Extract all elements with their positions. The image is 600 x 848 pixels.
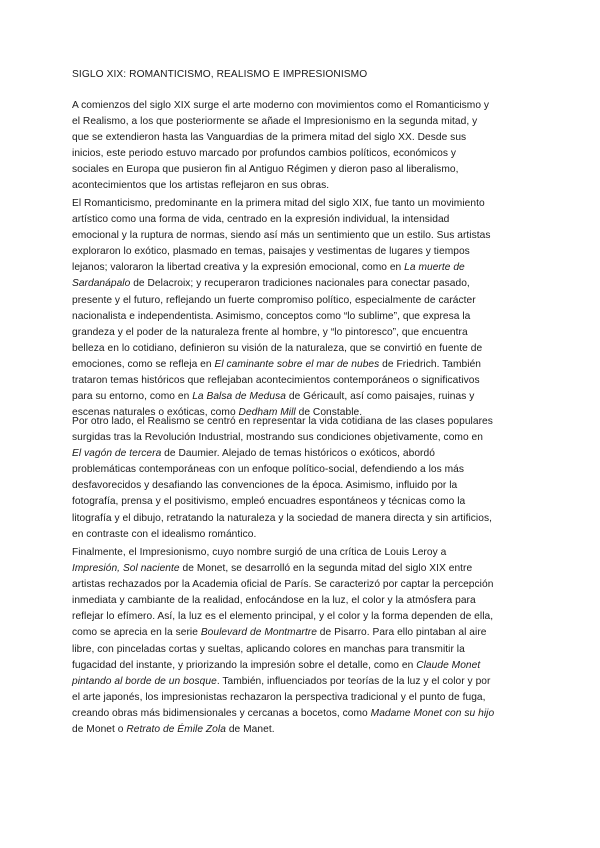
text-line: [72, 593, 544, 609]
paragraph-intro: [72, 98, 544, 195]
text-run: reflejar lo efímero. Así, la luz es el elemento principal, y el color y la forma dependen de ella,: [72, 611, 494, 623]
text-line: [72, 178, 544, 194]
text-line: [72, 244, 544, 260]
text-line: [72, 389, 544, 405]
text-line: [72, 577, 544, 593]
text-run: inmediata y cambiante de la realidad, enfocándose en la luz, el color y la atmósfera para: [72, 595, 476, 607]
text-line: [72, 228, 544, 244]
artwork-title: Dedham Mill: [238, 407, 296, 419]
text-run: . También, influenciados por teorías de la luz y el color y por: [216, 675, 491, 687]
text-line: [72, 527, 544, 543]
paragraph-romanticismo: [72, 196, 544, 421]
text-run: artístico como una forma de vida, centrado en la expresión individual, la intensidad: [72, 214, 450, 226]
text-run: inicios, este periodo estuvo marcado por profundos cambios políticos, económicos y: [72, 148, 457, 160]
text-line: [72, 162, 544, 178]
text-line: [72, 130, 544, 146]
text-line: [72, 341, 544, 357]
paragraph-realismo: [72, 414, 544, 543]
text-run: de Friedrich. También: [379, 358, 481, 370]
text-run: de Pisarro. Para ello pintaban al aire: [316, 627, 487, 639]
text-line: [72, 511, 544, 527]
text-run: El Romanticismo, predominante en la primera mitad del siglo XIX, fue tanto un movimiento: [72, 198, 485, 209]
text-line: [72, 609, 544, 625]
text-run: de Monet o: [72, 724, 127, 736]
text-line: [72, 146, 544, 162]
text-run: de Monet, se desarrolló en la segunda mitad del siglo XIX entre: [179, 563, 473, 575]
text-run: surgidas tras la Revolución Industrial, mostrando sus condiciones objetivamente, como en: [72, 432, 483, 444]
text-run: fugacidad del instante, y priorizando la impresión sobre el detalle, como en: [72, 659, 417, 671]
artwork-title: Sardanápalo: [72, 278, 131, 290]
text-run: emociones, como se refleja en: [72, 358, 215, 370]
text-run: escenas naturales o exóticas, como: [72, 407, 239, 419]
text-line: [72, 196, 544, 212]
document-title: SIGLO XIX: ROMANTICISMO, REALISMO E IMPRESIONISMO: [72, 69, 368, 80]
text-run: A comienzos del siglo XIX surge el arte moderno con movimientos como el Romanticismo y: [72, 100, 490, 111]
text-line: [72, 414, 544, 430]
artwork-title: La Balsa de Medusa: [192, 391, 286, 403]
text-run: trataron temas históricos que reflejaban acontecimientos contemporáneos o significativos: [72, 375, 480, 387]
text-line: [72, 98, 544, 114]
text-run: belleza en lo cotidiano, definieron su visión de la naturaleza, que se convirtió en fuente de: [72, 342, 483, 354]
text-line: [72, 478, 544, 494]
text-run: desfavorecidos y desafiando las convenciones de la época. Asimismo, influido por la: [72, 480, 458, 492]
text-line: [72, 545, 544, 561]
text-run: de Manet.: [225, 724, 275, 736]
text-run: grandeza y el poder de la naturaleza frente al hombre, y “lo pintoresco”, que encuentra: [72, 326, 468, 338]
text-line: [72, 561, 544, 577]
text-line: [72, 309, 544, 325]
text-run: exploraron lo exótico, plasmado en temas, paisajes y vestimentas de lugares y tiempos: [72, 246, 470, 258]
artwork-title: Madame Monet con su hijo: [370, 707, 495, 719]
text-run: emocional y la ruptura de normas, siendo así más un sentimiento que un estilo. Sus artistas: [72, 230, 491, 242]
artwork-title: Impresión, Sol naciente: [72, 563, 180, 575]
text-line: [72, 357, 544, 373]
artwork-title: Retrato de Émile Zola: [126, 724, 226, 736]
text-run: fotografía, prensa y el positivismo, empleó encuadres espontáneos y técnicas como la: [72, 496, 466, 508]
text-run: de Daumier. Alejado de temas históricos o exóticos, abordó: [161, 448, 435, 460]
text-run: litografía y el dibujo, retratando la naturaleza y la sociedad de manera directa y sin artificios,: [72, 512, 492, 524]
text-line: [72, 276, 544, 292]
text-run: artistas rechazados por la Academia oficial de París. Se caracterizó por captar la percepción: [72, 579, 494, 591]
text-line: [72, 114, 544, 130]
artwork-title: El vagón de tercera: [72, 448, 162, 460]
text-run: el arte japonés, los impresionistas rechazaron la perspectiva tradicional y el punto de fuga,: [72, 691, 486, 703]
text-run: creando obras más bidimensionales y cercanas a bocetos, como: [72, 707, 371, 719]
text-line: [72, 642, 544, 658]
text-run: de Delacroix; y recuperaron tradiciones nacionales para conectar pasado,: [130, 278, 470, 290]
artwork-title: Claude Monet: [416, 659, 481, 671]
text-line: [72, 706, 544, 722]
text-run: nacionalista e independentista. Asimismo, conceptos como “lo sublime”, que expresa la: [72, 310, 471, 322]
text-line: [72, 658, 544, 674]
text-run: lejanos; valoraron la libertad creativa y la expresión emocional, como en: [72, 262, 405, 274]
text-run: de Géricault, así como paisajes, ruinas y: [285, 391, 475, 403]
text-line: [72, 430, 544, 446]
text-run: sociales en Europa que pusieron fin al Antiguo Régimen y dieron paso al liberalismo,: [72, 164, 459, 176]
text-run: de Constable.: [295, 407, 363, 419]
text-line: [72, 293, 544, 309]
text-run: acontecimientos que los artistas reflejaron en sus obras.: [72, 180, 330, 192]
text-run: como se aprecia en la serie: [72, 627, 201, 639]
text-line: [72, 373, 544, 389]
text-run: Por otro lado, el Realismo se centró en representar la vida cotidiana de las clases populares: [72, 416, 493, 427]
artwork-title: Boulevard de Montmartre: [200, 627, 317, 639]
text-line: [72, 625, 544, 641]
text-line: [72, 674, 544, 690]
text-line: [72, 722, 544, 738]
text-run: Finalmente, el Impresionismo, cuyo nombre surgió de una crítica de Louis Leroy a: [72, 547, 447, 558]
paragraph-impresionismo: [72, 545, 544, 738]
text-line: [72, 260, 544, 276]
artwork-title: pintando al borde de un bosque: [72, 675, 217, 687]
text-line: [72, 690, 544, 706]
text-run: problemáticas contemporáneas con un enfoque político-social, defendiendo a los más: [72, 464, 465, 476]
text-run: presente y el futuro, reflejando un fuerte compromiso político, especialmente de carácter: [72, 294, 476, 306]
text-line: [72, 462, 544, 478]
text-run: libre, con pinceladas cortas y sueltas, aplicando colores en manchas para transmitir la: [72, 643, 465, 655]
text-run: en contraste con el idealismo romántico.: [72, 528, 257, 540]
text-line: [72, 325, 544, 341]
text-line: [72, 494, 544, 510]
text-run: el Realismo, a los que posteriormente se añade el Impresionismo en la segunda mitad, y: [72, 116, 478, 128]
text-run: para su entorno, como en: [72, 391, 193, 403]
text-run: que se extendieron hasta las Vanguardias de la primera mitad del siglo XX. Desde sus: [72, 132, 467, 144]
artwork-title: El caminante sobre el mar de nubes: [214, 358, 380, 370]
text-line: [72, 212, 544, 228]
text-line: [72, 446, 544, 462]
artwork-title: La muerte de: [404, 262, 465, 274]
